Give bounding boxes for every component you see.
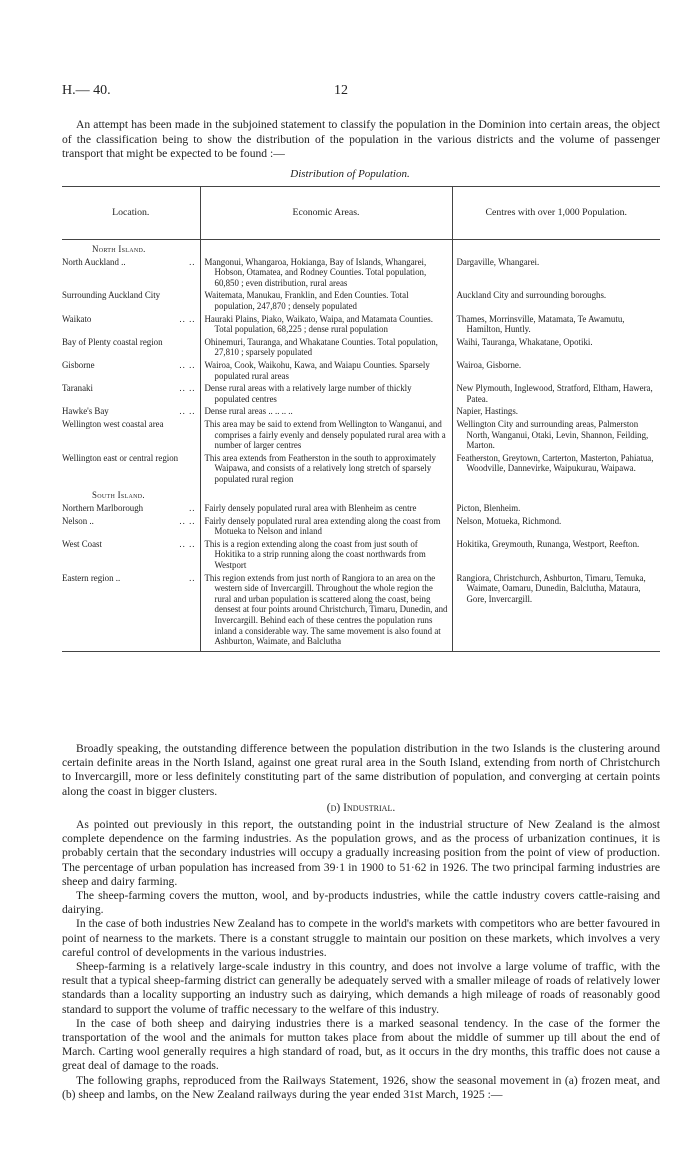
- paragraph-world-markets: In the case of both industries New Zealand has to compete in the world's markets with competitors who are better favoured in point of nearness to the markets. There is a constant struggle to maintain our position on these markets, which involves a very careful control of developments in the various industries.: [62, 917, 660, 959]
- body-text: [62, 742, 660, 1102]
- row-economic-area: Waitemata, Manukau, Franklin, and Eden Counties. Total population, 247,870 ; densely populated: [200, 290, 452, 313]
- header-economic-areas: Economic Areas.: [200, 187, 452, 240]
- row-centres: Thames, Morrinsville, Matamata, Te Awamutu, Hamilton, Huntly.: [452, 314, 660, 337]
- row-location: Taranaki: [62, 383, 93, 394]
- leader-dots: .. ..: [179, 406, 196, 417]
- intro-paragraph: An attempt has been made in the subjoined statement to classify the population in the Dominion into certain areas, the object of the classification being to show the distribution of the population in the various districts and the volume of passenger transport that might be expected to be found :—: [62, 118, 660, 160]
- row-centres: New Plymouth, Inglewood, Stratford, Eltham, Hawera, Patea.: [452, 383, 660, 406]
- row-location: Waikato: [62, 313, 92, 324]
- table-row: [62, 290, 660, 313]
- table-row: [62, 453, 660, 487]
- row-location: Surrounding Auckland City: [62, 290, 161, 301]
- row-location: Wellington east or central region: [62, 452, 179, 463]
- table-row: [62, 539, 660, 573]
- row-location: North Auckland ..: [62, 256, 126, 267]
- row-centres: Rangiora, Christchurch, Ashburton, Timaru, Temuka, Waimate, Oamaru, Dunedin, Balclutha, Mataura, Gore, Invercargill.: [452, 573, 660, 652]
- report-code: H.— 40.: [62, 83, 111, 98]
- paragraph-sheep-farming-covers: The sheep-farming covers the mutton, wool, and by-products industries, while the cattle industry covers cattle-raising and dairying.: [62, 889, 660, 917]
- table-row: [62, 383, 660, 406]
- row-centres: Wellington City and surrounding areas, Palmerston North, Wanganui, Otaki, Levin, Shannon, Feilding, Marton.: [452, 419, 660, 453]
- paragraph-industrial-structure: As pointed out previously in this report, the outstanding point in the industrial structure of New Zealand is the almost complete dependence on the farming industries. As the population grows, and as the process of urbanization continues, it is probably certain that the secondary industries will occupy a gradually increasing position from the point of view of production. The percentage of urban population has increased from 39·1 in 1900 to 51·62 in 1926. The two principal farming industries are sheep and dairy farming.: [62, 818, 660, 888]
- leader-dots: .. ..: [179, 359, 196, 370]
- table-row: [62, 406, 660, 419]
- row-economic-area: Wairoa, Cook, Waikohu, Kawa, and Waiapu Counties. Sparsely populated rural areas: [200, 360, 452, 383]
- row-centres: Hokitika, Greymouth, Runanga, Westport, Reefton.: [452, 539, 660, 573]
- row-economic-area: This area extends from Featherston in the south to approximately Waipawa, and consists of a relatively long stretch of sparsely populated rural region: [200, 453, 452, 487]
- table-row: [62, 314, 660, 337]
- island-heading-row: [62, 240, 660, 257]
- row-centres: Nelson, Motueka, Richmond.: [452, 516, 660, 539]
- row-economic-area: Hauraki Plains, Piako, Waikato, Waipa, and Matamata Counties. Total population, 68,225 ; dense rural population: [200, 314, 452, 337]
- leader-dots: .. ..: [179, 383, 196, 394]
- leader-dots: .. ..: [179, 538, 196, 549]
- leader-dots: ..: [189, 572, 196, 583]
- row-centres: Wairoa, Gisborne.: [452, 360, 660, 383]
- row-economic-area: Dense rural areas with a relatively large number of thickly populated centres: [200, 383, 452, 406]
- leader-dots: .. ..: [179, 515, 196, 526]
- row-centres: Picton, Blenheim.: [452, 503, 660, 516]
- table-caption: Distribution of Population.: [290, 168, 410, 180]
- island-heading-south: South Island.: [92, 490, 145, 501]
- row-location: Nelson ..: [62, 515, 94, 526]
- header-centres: Centres with over 1,000 Population.: [452, 187, 660, 240]
- row-economic-area: This area may be said to extend from Wellington to Wanganui, and comprises a fairly evenly and densely populated rural area with a number of larger centres: [200, 419, 452, 453]
- leader-dots: .. ..: [179, 313, 196, 324]
- row-economic-area: Mangonui, Whangaroa, Hokianga, Bay of Islands, Whangarei, Hobson, Otamatea, and Rodney Counties. Total population, 60,850 ; even distribution, rural areas: [200, 257, 452, 291]
- island-heading-row: [62, 486, 660, 503]
- table-row: [62, 257, 660, 291]
- table-row: [62, 516, 660, 539]
- paragraph-seasonal-tendency: In the case of both sheep and dairying industries there is a marked seasonal tendency. In the case of the former the transportation of the wool and the animals for mutton takes place from about the middle of summer up till about the end of March. Carting wool generally requires a high standard of road, but, as it occurs in the dry months, this traffic does not cause a great deal of damage to the roads.: [62, 1016, 660, 1073]
- row-location: Eastern region ..: [62, 572, 121, 583]
- row-economic-area: Fairly densely populated rural area with Blenheim as centre: [200, 503, 452, 516]
- row-economic-area: Fairly densely populated rural area extending along the coast from Motueka to Nelson and inland: [200, 516, 452, 539]
- row-location: Northern Marlborough: [62, 503, 144, 514]
- row-economic-area: This is a region extending along the coast from just south of Hokitika to a strip running along the coast northwards from Westport: [200, 539, 452, 573]
- section-heading-industrial: (d) Industrial.: [326, 800, 396, 814]
- row-location: Wellington west coastal area: [62, 418, 164, 429]
- table-row: [62, 337, 660, 360]
- table-row: [62, 573, 660, 652]
- table-body: [62, 240, 660, 652]
- island-heading-north: North Island.: [92, 244, 146, 254]
- row-location: Gisborne: [62, 359, 95, 370]
- row-centres: Auckland City and surrounding boroughs.: [452, 290, 660, 313]
- paragraph-distribution-summary: Broadly speaking, the outstanding difference between the population distribution in the two Islands is the clustering around certain definite areas in the North Island, against one great rural area in the South Island, extending from north of Christchurch to Invercargill, more or less definitely constituting part of the same distribution of population, and converging at certain points along the coast in bigger clusters.: [62, 742, 660, 798]
- row-economic-area: Ohinemuri, Tauranga, and Whakatane Counties. Total population, 27,810 ; sparsely populated: [200, 337, 452, 360]
- leader-dots: ..: [189, 503, 196, 514]
- leader-dots: ..: [189, 256, 196, 267]
- page-header: [62, 83, 660, 103]
- row-location: West Coast: [62, 538, 102, 549]
- row-location: Hawke's Bay: [62, 406, 109, 417]
- row-location: Bay of Plenty coastal region: [62, 336, 163, 347]
- row-centres: Waihi, Tauranga, Whakatane, Opotiki.: [452, 337, 660, 360]
- table-header-row: [62, 187, 660, 240]
- table-row: [62, 419, 660, 453]
- population-table: [62, 186, 660, 652]
- table-row: [62, 360, 660, 383]
- paragraph-sheep-farming-scale: Sheep-farming is a relatively large-scale industry in this country, and does not involve a large volume of traffic, with the result that a typical sheep-farming district can generally be adequately served with a smaller mileage of roads of relatively lower standards than a locality supporting an industry such as dairying, which demands a high mileage of roads of reasonably good standard to support the volume of traffic necessary to the welfare of this industry.: [62, 960, 660, 1016]
- row-centres: Dargaville, Whangarei.: [452, 257, 660, 291]
- row-centres: Featherston, Greytown, Carterton, Masterton, Pahiatua, Woodville, Dannevirke, Waipukurau, Waipawa.: [452, 453, 660, 487]
- paragraph-graphs-intro: The following graphs, reproduced from the Railways Statement, 1926, show the seasonal movement in (a) frozen meat, and (b) sheep and lambs, on the New Zealand railways during the year ended 31st March, 1925 :—: [62, 1073, 660, 1101]
- row-economic-area: Dense rural areas .. .. .. ..: [200, 406, 452, 419]
- header-location: Location.: [62, 187, 200, 240]
- row-centres: Napier, Hastings.: [452, 406, 660, 419]
- row-economic-area: This region extends from just north of Rangiora to an area on the western side of Invercargill. Throughout the whole region the rural and urban population is scattered along the coast, being densest at four points around Christchurch, Timaru, Dunedin, and Invercargill. Behind each of these centres the population runs inland a considerable way. The same movement is also found at Ashburton, Waimate, and Balclutha: [200, 573, 452, 652]
- page-number: 12: [334, 83, 348, 98]
- table-row: [62, 503, 660, 516]
